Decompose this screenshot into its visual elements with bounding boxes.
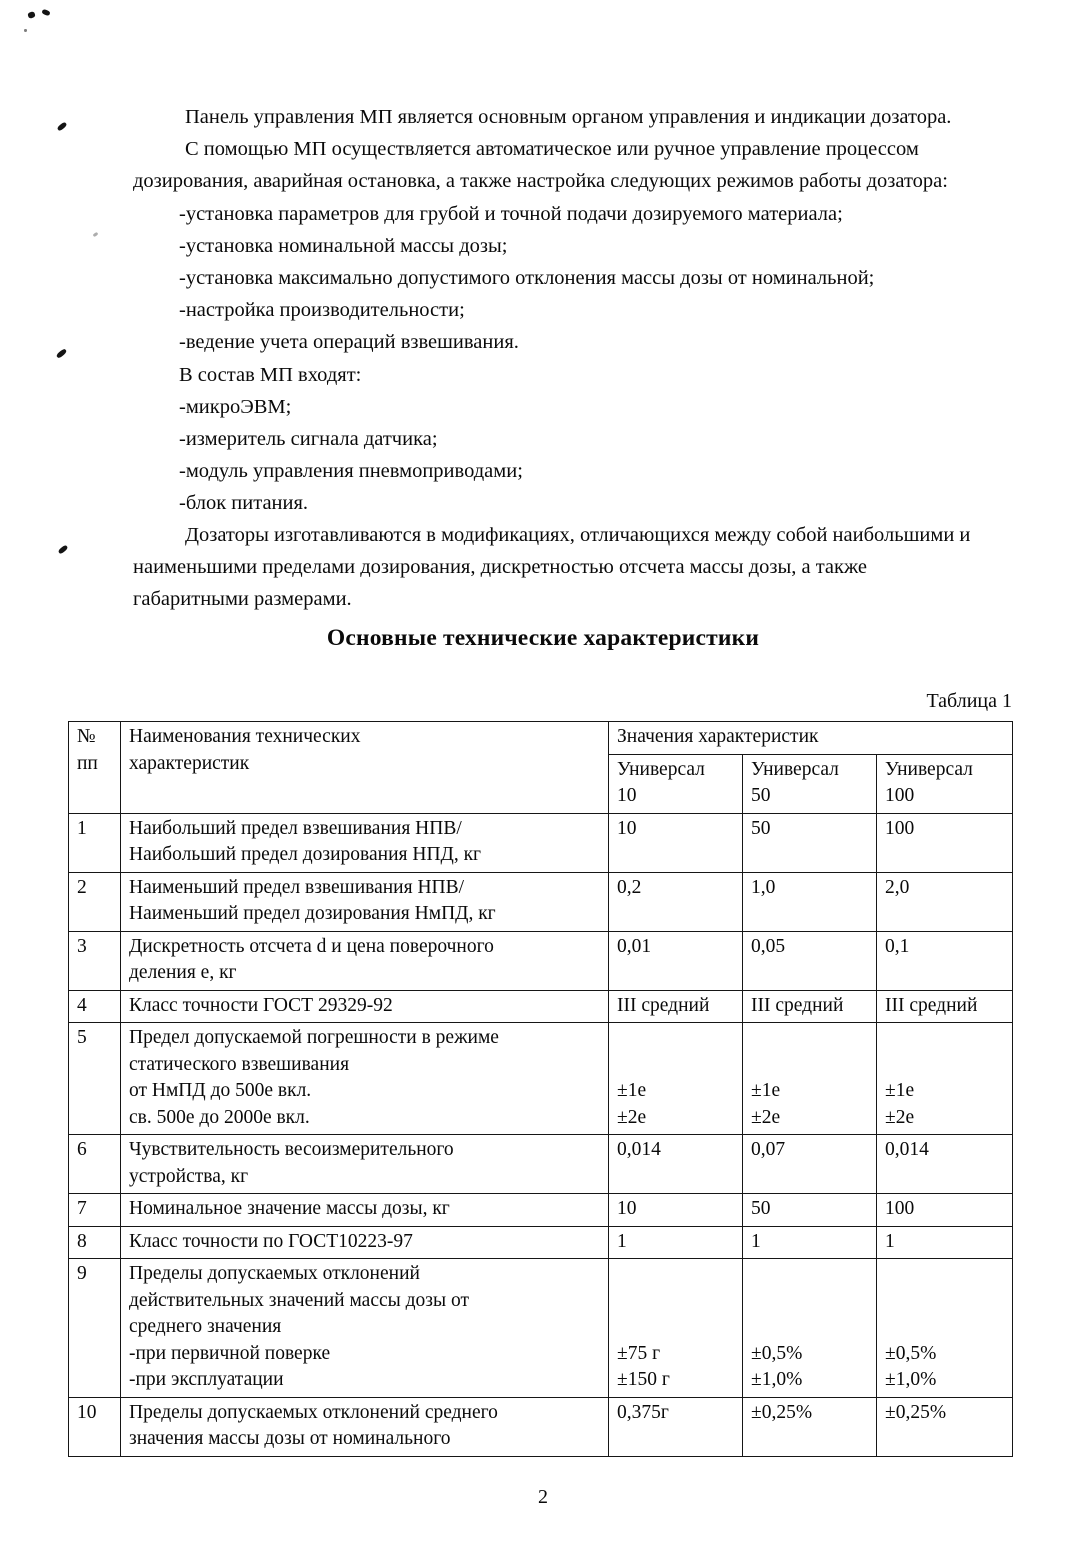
row-name-line: значения массы дозы от номинального — [129, 1428, 451, 1449]
list-item: -установка максимально допустимого отклонения массы дозы от номинальной; — [179, 267, 875, 290]
row-value-cell — [743, 1023, 877, 1135]
row-value-line: 0,014 — [885, 1139, 929, 1160]
row-name-line: св. 500e до 2000e вкл. — [129, 1106, 310, 1128]
table-row — [69, 1023, 1013, 1135]
row-value-line: 0,01 — [617, 935, 652, 957]
row-value-line: 1 — [751, 1230, 761, 1252]
row-value-line: 2,0 — [885, 876, 910, 898]
row-name-line: действительных значений массы дозы от — [129, 1289, 469, 1311]
row-name-line: Наибольший предел взвешивания НПВ/ — [129, 817, 462, 839]
header-col1-line1: Универсал — [617, 758, 705, 780]
row-value-line: 0,375г — [617, 1401, 669, 1423]
row-number-cell: 9 — [69, 1259, 121, 1398]
scan-speck-icon — [58, 544, 69, 554]
row-number-cell: 1 — [69, 813, 121, 872]
row-value-line: ±0,25% — [751, 1401, 813, 1423]
page-number: 2 — [538, 1486, 548, 1508]
table-row — [69, 990, 1013, 1023]
list-item: -микроЭВМ; — [179, 395, 292, 418]
row-name-line: Класс точности по ГОСТ10223-97 — [129, 1230, 413, 1252]
row-value-line: III средний — [751, 994, 844, 1016]
row-value-cell — [877, 931, 1013, 990]
body-text-block — [133, 101, 963, 520]
row-value-cell — [877, 872, 1013, 931]
paragraph-mp-functions: С помощью МП осуществляется автоматическое или ручное управление процессом дозирования, аварийная остановка, а также настройка следующих режимов работы дозатора: — [133, 138, 948, 193]
row-value-cell — [609, 813, 743, 872]
row-value-cell — [877, 1397, 1013, 1456]
row-value-line: 10 — [617, 1198, 637, 1219]
list-item: -установка параметров для грубой и точной подачи дозируемого материала; — [179, 202, 843, 225]
row-name-line: Чувствительность весоизмерительного — [129, 1139, 454, 1160]
row-value-line: 0,014 — [617, 1139, 661, 1160]
row-value-line: ±2e — [751, 1106, 781, 1128]
row-value-line: ±0,5% — [885, 1342, 937, 1364]
row-value-line: ±150 г — [617, 1369, 670, 1390]
row-name-cell — [121, 872, 609, 931]
row-name-line: -при первичной поверке — [129, 1342, 331, 1364]
table-body — [69, 813, 1013, 1456]
row-name-line: среднего значения — [129, 1316, 282, 1337]
table-caption: Таблица 1 — [926, 690, 1012, 712]
header-cell-universal-100 — [877, 754, 1013, 813]
row-name-cell — [121, 1397, 609, 1456]
row-value-cell — [609, 1259, 743, 1398]
section-heading: Основные технические характеристики — [326, 625, 760, 651]
row-number-cell: 7 — [69, 1194, 121, 1227]
row-number-cell: 2 — [69, 872, 121, 931]
header-num-line2: пп — [77, 752, 98, 774]
row-value-cell — [877, 990, 1013, 1023]
row-name-cell — [121, 990, 609, 1023]
row-name-line: Дискретность отсчета d и цена поверочного — [129, 935, 494, 957]
row-value-line: 0,05 — [751, 935, 786, 957]
composition-intro: В состав МП входят: — [179, 363, 362, 386]
row-value-cell — [609, 1226, 743, 1259]
row-value-line: ±1,0% — [751, 1369, 803, 1390]
row-value-line: ±2e — [885, 1106, 915, 1128]
scan-speck-icon — [56, 348, 68, 359]
scan-speck-icon — [41, 9, 50, 17]
header-cell-num — [69, 722, 121, 814]
scan-speck-icon — [93, 232, 99, 237]
row-name-line: устройства, кг — [129, 1165, 249, 1187]
row-value-cell — [743, 1194, 877, 1227]
row-value-line: 0,07 — [751, 1139, 786, 1160]
scan-speck-icon — [24, 29, 27, 32]
row-value-cell — [743, 1226, 877, 1259]
row-value-cell — [743, 931, 877, 990]
scan-speck-icon — [57, 121, 68, 131]
row-name-line: Пределы допускаемых отклонений — [129, 1263, 420, 1284]
row-name-cell — [121, 1135, 609, 1194]
header-cell-universal-50 — [743, 754, 877, 813]
row-name-cell — [121, 931, 609, 990]
header-col2-line2: 50 — [751, 785, 771, 806]
row-number-cell: 8 — [69, 1226, 121, 1259]
row-value-cell — [609, 1135, 743, 1194]
row-name-cell — [121, 1023, 609, 1135]
row-value-cell — [609, 931, 743, 990]
row-value-cell — [743, 813, 877, 872]
header-num-line1: № — [77, 726, 96, 747]
table-row — [69, 813, 1013, 872]
header-col3-line1: Универсал — [885, 758, 973, 780]
header-col2-line1: Универсал — [751, 758, 839, 780]
row-value-line: 10 — [617, 817, 637, 839]
row-value-line: ±0,25% — [885, 1401, 947, 1423]
scan-speck-icon — [27, 11, 36, 19]
row-value-line: ±1e — [885, 1080, 915, 1101]
row-value-line: ±0,5% — [751, 1342, 803, 1364]
row-value-cell — [743, 1397, 877, 1456]
row-name-line: Наибольший предел дозирования НПД, кг — [129, 844, 482, 865]
list-item: -измеритель сигнала датчика; — [179, 428, 438, 451]
list-item: -блок питания. — [179, 492, 309, 515]
row-value-line: ±75 г — [617, 1342, 661, 1364]
header-col3-line2: 100 — [885, 785, 915, 806]
header-name-line1: Наименования технических — [129, 726, 361, 747]
row-number-cell: 3 — [69, 931, 121, 990]
row-number-cell: 6 — [69, 1135, 121, 1194]
header-cell-name — [121, 722, 609, 814]
row-value-cell — [609, 1194, 743, 1227]
row-name-line: Класс точности ГОСТ 29329-92 — [129, 994, 393, 1016]
row-value-cell — [743, 1259, 877, 1398]
paragraph-modifications-block — [133, 519, 973, 616]
row-value-line: 50 — [751, 1198, 771, 1219]
row-name-line: -при эксплуатации — [129, 1369, 284, 1390]
row-value-line: 0,2 — [617, 876, 642, 898]
row-value-cell — [609, 1397, 743, 1456]
row-value-cell — [877, 813, 1013, 872]
row-name-line: Номинальное значение массы дозы, кг — [129, 1198, 450, 1219]
row-value-line: 100 — [885, 817, 915, 839]
list-item: -ведение учета операций взвешивания. — [179, 331, 519, 354]
table-row — [69, 1135, 1013, 1194]
table-header-row-top — [69, 722, 1013, 755]
row-value-line: 1 — [885, 1230, 895, 1252]
row-value-cell — [609, 872, 743, 931]
row-name-line: Наименьший предел дозирования НмПД, кг — [129, 903, 496, 924]
row-value-line: 1 — [617, 1230, 627, 1252]
row-name-line: статического взвешивания — [129, 1053, 350, 1075]
row-name-cell — [121, 1194, 609, 1227]
row-value-line: 50 — [751, 817, 771, 839]
row-value-line: 1,0 — [751, 876, 776, 898]
table-row — [69, 1226, 1013, 1259]
header-cell-universal-10 — [609, 754, 743, 813]
row-value-cell — [609, 990, 743, 1023]
row-value-line: III средний — [617, 994, 710, 1016]
row-name-cell — [121, 813, 609, 872]
row-value-cell — [877, 1226, 1013, 1259]
row-value-cell — [743, 872, 877, 931]
row-value-cell — [877, 1194, 1013, 1227]
table-row — [69, 872, 1013, 931]
paragraph-control-panel: Панель управления МП является основным органом управления и индикации дозатора. — [185, 106, 952, 128]
table-row — [69, 1259, 1013, 1398]
row-value-cell — [743, 990, 877, 1023]
row-name-line: Предел допускаемой погрешности в режиме — [129, 1027, 499, 1048]
row-name-line: от НмПД до 500e вкл. — [129, 1080, 312, 1101]
table-head — [69, 722, 1013, 814]
row-value-cell — [877, 1023, 1013, 1135]
header-col1-line2: 10 — [617, 785, 637, 806]
spec-table — [68, 721, 1013, 1457]
row-value-line: ±1,0% — [885, 1369, 937, 1390]
table-row — [69, 931, 1013, 990]
row-value-cell — [877, 1259, 1013, 1398]
row-value-line: ±2e — [617, 1106, 647, 1128]
paragraph-modifications: Дозаторы изготавливаются в модификациях, отличающихся между собой наибольшими и наименьшими пределами дозирования, дискретностью отсчета массы дозы, а также габаритными размерами. — [133, 524, 971, 611]
row-number-cell: 4 — [69, 990, 121, 1023]
row-value-line: 100 — [885, 1198, 915, 1219]
row-value-line: III средний — [885, 994, 978, 1016]
row-value-cell — [609, 1023, 743, 1135]
header-name-line2: характеристик — [129, 752, 250, 774]
row-name-cell — [121, 1226, 609, 1259]
spec-table-wrap — [68, 721, 1012, 1457]
list-item: -установка номинальной массы дозы; — [179, 234, 508, 257]
row-name-line: Наименьший предел взвешивания НПВ/ — [129, 876, 465, 898]
row-value-cell — [743, 1135, 877, 1194]
row-value-line: ±1e — [617, 1080, 647, 1101]
table-row — [69, 1194, 1013, 1227]
row-number-cell: 10 — [69, 1397, 121, 1456]
row-value-cell — [877, 1135, 1013, 1194]
row-name-line: деления e, кг — [129, 962, 237, 983]
row-name-cell — [121, 1259, 609, 1398]
list-item: -настройка производительности; — [179, 299, 465, 322]
table-row — [69, 1397, 1013, 1456]
row-value-line: 0,1 — [885, 935, 910, 957]
header-cell-values-group: Значения характеристик — [609, 722, 1013, 755]
row-name-line: Пределы допускаемых отклонений среднего — [129, 1401, 498, 1423]
row-value-line: ±1e — [751, 1080, 781, 1101]
row-number-cell: 5 — [69, 1023, 121, 1135]
list-item: -модуль управления пневмоприводами; — [179, 460, 523, 483]
